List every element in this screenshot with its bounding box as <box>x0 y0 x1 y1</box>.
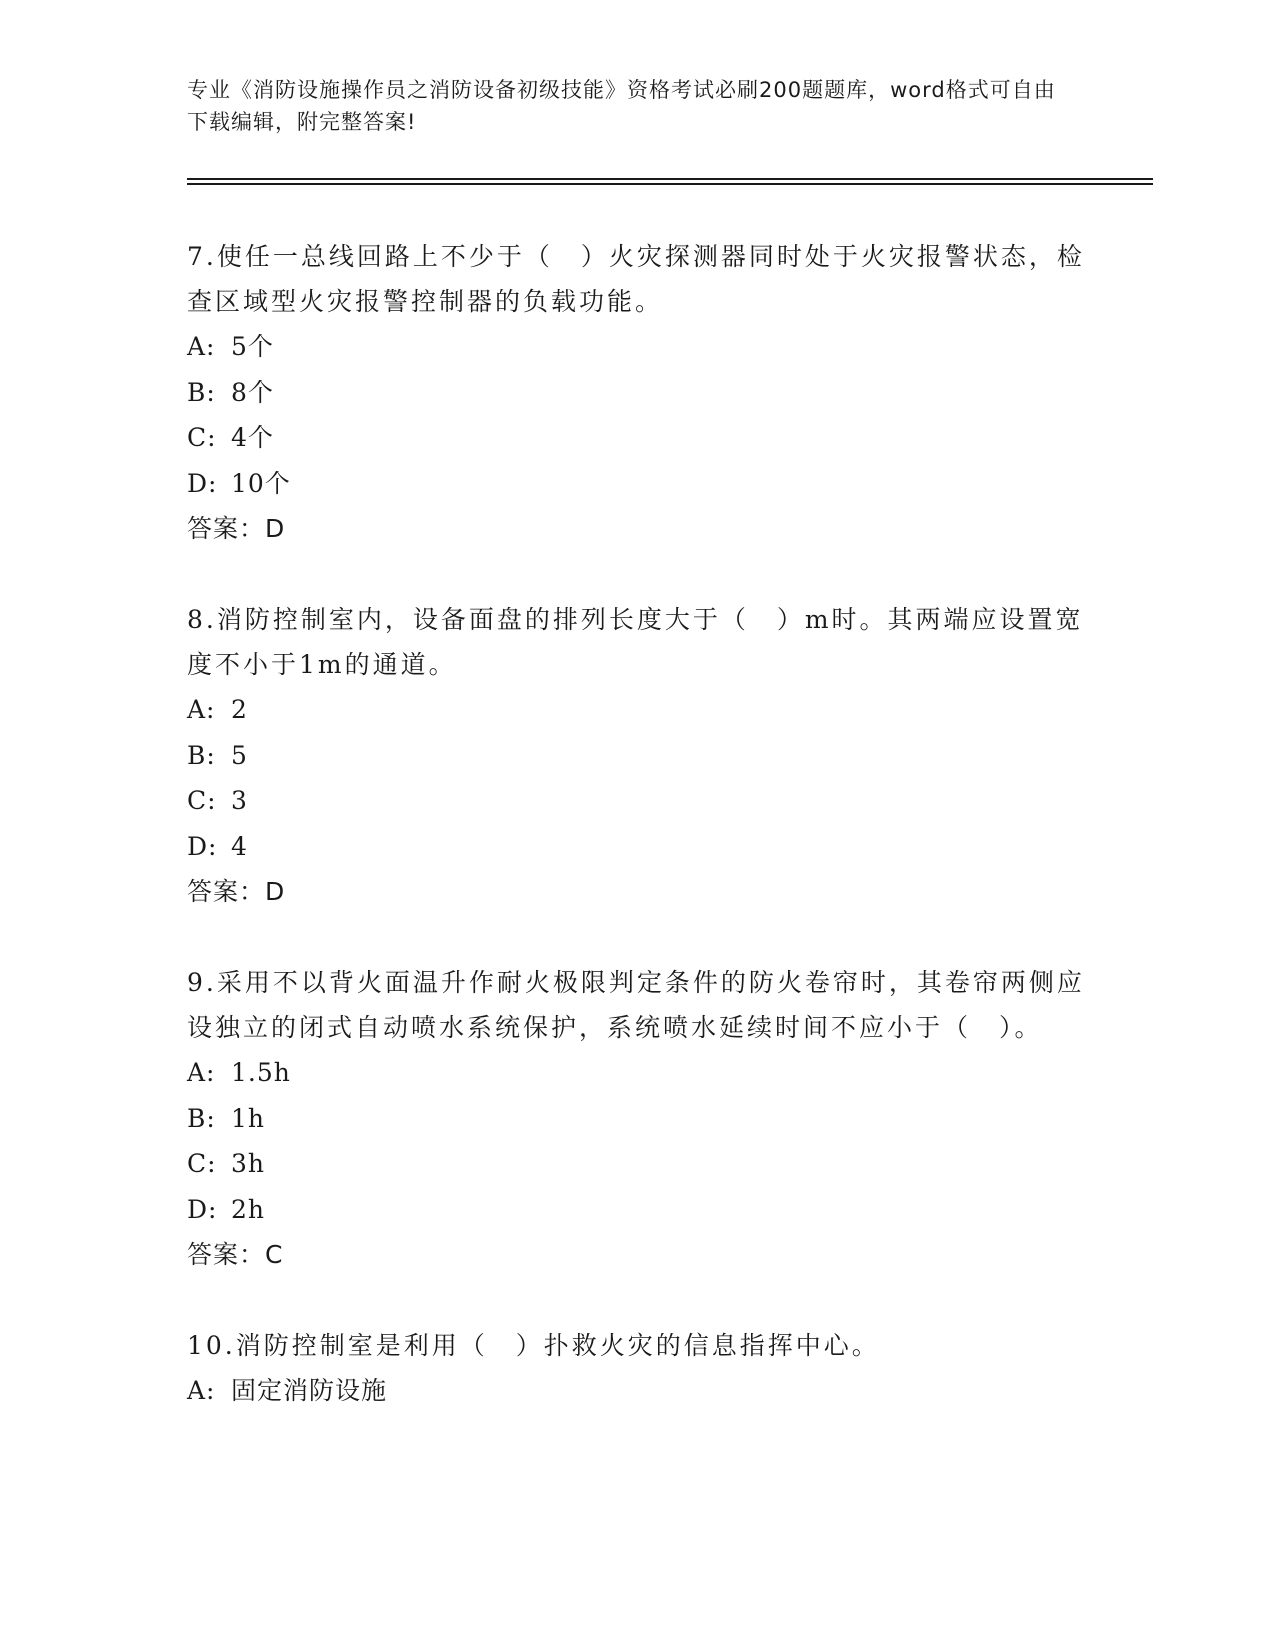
option-b <box>187 733 1087 779</box>
option-text: 3 <box>231 786 248 815</box>
option-d <box>187 1187 1087 1233</box>
option-c <box>187 778 1087 824</box>
option-text: 4 <box>231 831 248 861</box>
header-rule-top <box>187 178 1153 180</box>
option-a <box>187 687 1087 733</box>
question-text: 8.消防控制室内，设备面盘的排列长度大于（ ）m时。其两端应设置宽度不小于1m的通道。 <box>187 605 1084 679</box>
option-text: 固定消防设施 <box>231 1376 388 1405</box>
option-c <box>187 1141 1087 1187</box>
option-b <box>187 1096 1087 1142</box>
option-letter: B: <box>187 377 216 407</box>
question-10 <box>187 1323 1087 1414</box>
option-letter: A: <box>187 695 216 724</box>
option-b <box>187 370 1087 416</box>
option-text: 1h <box>231 1103 266 1133</box>
option-letter: C: <box>187 786 217 815</box>
option-text: 5个 <box>231 332 274 361</box>
option-letter: A: <box>187 1376 216 1405</box>
question-text: 10.消防控制室是利用（ ）扑救火灾的信息指挥中心。 <box>187 1331 880 1360</box>
option-a <box>187 1050 1087 1096</box>
option-letter: C: <box>187 423 217 452</box>
question-text: 7.使任一总线回路上不少于（ ）火灾探测器同时处于火灾报警状态，检查区域型火灾报警控制器的负载功能。 <box>187 242 1085 316</box>
option-a <box>187 1368 1087 1414</box>
option-letter: D: <box>187 831 218 861</box>
option-a <box>187 324 1087 370</box>
option-letter: C: <box>187 1149 217 1178</box>
option-text: 2h <box>231 1194 266 1224</box>
document-header: 专业《消防设施操作员之消防设备初级技能》资格考试必刷200题题库，word格式可自由下载编辑，附完整答案! <box>187 78 1056 134</box>
option-letter: D: <box>187 468 218 498</box>
question-7 <box>187 234 1087 551</box>
option-text: 1.5h <box>231 1058 291 1087</box>
header-rule-bottom <box>187 183 1153 185</box>
option-letter: A: <box>187 1058 216 1087</box>
option-text: 4个 <box>231 423 274 452</box>
option-text: 3h <box>231 1149 266 1178</box>
option-c <box>187 415 1087 461</box>
option-text: 5 <box>231 740 248 770</box>
option-letter: B: <box>187 740 216 770</box>
answer-label: 答案：D <box>187 514 286 543</box>
option-text: 10个 <box>231 468 291 498</box>
answer-label: 答案：D <box>187 877 286 906</box>
option-letter: A: <box>187 332 216 361</box>
option-d <box>187 461 1087 507</box>
question-list <box>187 234 1087 1460</box>
option-text: 8个 <box>231 377 274 407</box>
question-8 <box>187 597 1087 914</box>
option-text: 2 <box>231 695 248 724</box>
answer-label: 答案：C <box>187 1240 284 1269</box>
option-letter: B: <box>187 1103 216 1133</box>
question-9 <box>187 960 1087 1277</box>
option-letter: D: <box>187 1194 218 1224</box>
option-d <box>187 824 1087 870</box>
question-text: 9.采用不以背火面温升作耐火极限判定条件的防火卷帘时，其卷帘两侧应设独立的闭式自动喷水系统保护，系统喷水延续时间不应小于（ ）。 <box>187 968 1085 1042</box>
